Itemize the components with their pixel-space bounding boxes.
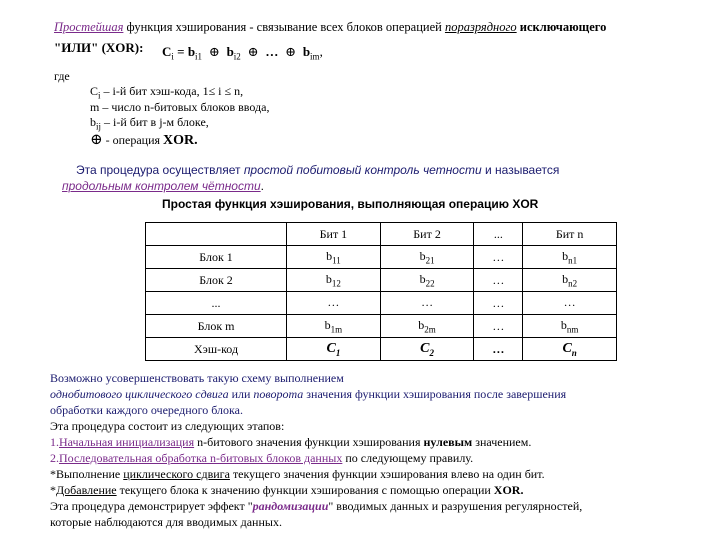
xor-icon: ⊕ <box>208 44 220 59</box>
xor-icon: ⊕ <box>247 44 259 59</box>
para2-line5: 1.Начальная инициализация n-битового значения функции хэширования нулевым значением. <box>50 435 532 449</box>
intro-bitwise: поразрядного <box>444 20 517 34</box>
para1-line2: продольным контролем чётности. <box>62 179 264 193</box>
table-row: Блок 2 $b_{12}$ $b_{22}$ … $b_{n2}$ <box>146 269 617 292</box>
para2-line2: однобитового циклического сдвига или поворота значения функции хэширования после завершения <box>50 387 567 401</box>
intro-lead: Простейшая <box>54 20 124 34</box>
table-header-cell: Бит 2 <box>380 223 474 246</box>
where-label: где <box>54 69 70 83</box>
table-header-cell: Бит n <box>523 223 617 246</box>
intro-exclusive: исключающего <box>516 20 607 34</box>
para2-line1: Возможно усовершенствовать такую схему выполнением <box>50 371 344 385</box>
xor-formula: $C_i = b_{i1}$ ⊕ $b_{i2}$ ⊕ … ⊕ $b_{im}$, <box>162 44 323 62</box>
xor-circle-icon: ⊕ <box>90 132 103 148</box>
para2-line8: *Добавление текущего блока к значению функции хэширования с помощью операции XOR. <box>50 483 524 497</box>
table-header-cell: Бит 1 <box>287 223 381 246</box>
table-header-cell <box>146 223 287 246</box>
para2-line7: *Выполнение циклического сдвига текущего значения функции хэширования влево на один бит. <box>50 467 545 481</box>
where-line-m: m – число n-битовых блоков ввода, <box>90 100 270 114</box>
para2-line10: которые наблюдаются для вводимых данных. <box>50 515 282 529</box>
para2-line3: обработки каждого очередного блока. <box>50 403 244 417</box>
table-row: ... … … … … <box>146 292 617 315</box>
para1-line1: Эта процедура осуществляет простой побитовый контроль четности и называется <box>76 163 560 177</box>
where-line-c: $C_i - i-й$ бит хэш-кода, 1≤ i ≤ n, <box>90 84 244 101</box>
para2-line9: Эта процедура демонстрирует эффект "рандомизации" вводимых данных и разрушения регулярностей, <box>50 499 583 513</box>
hash-table <box>145 222 617 361</box>
table-row: Блок m $b_{1m}$ $b_{2m}$ … $b_{nm}$ <box>146 315 617 338</box>
intro-text: функция хэширования - связывание всех блоков операцией <box>123 20 445 34</box>
table-header-cell: ... <box>474 223 523 246</box>
table-caption: Простая функция хэширования, выполняющая операцию XOR <box>162 197 539 211</box>
where-line-xor: ⊕ - операция XOR. <box>90 132 198 148</box>
table-row: Блок 1 $b_{11}$ $b_{21}$ … $b_{n1}$ <box>146 246 617 269</box>
where-line-b: $b_{ij} - i-й$ бит в j-м блоке, <box>90 115 209 132</box>
xor-icon: ⊕ <box>285 44 297 59</box>
para2-line6: 2.Последовательная обработка n-битовых блоков данных по следующему правилу. <box>50 451 474 465</box>
table-row: Хэш-код $C_1$ $C_2$ … $C_n$ <box>146 338 617 361</box>
table-header-row <box>146 223 617 246</box>
intro-line-1 <box>54 20 606 35</box>
para2-line4: Эта процедура состоит из следующих этапов: <box>50 419 285 433</box>
intro-or-label: "ИЛИ" (XOR): <box>54 40 144 55</box>
